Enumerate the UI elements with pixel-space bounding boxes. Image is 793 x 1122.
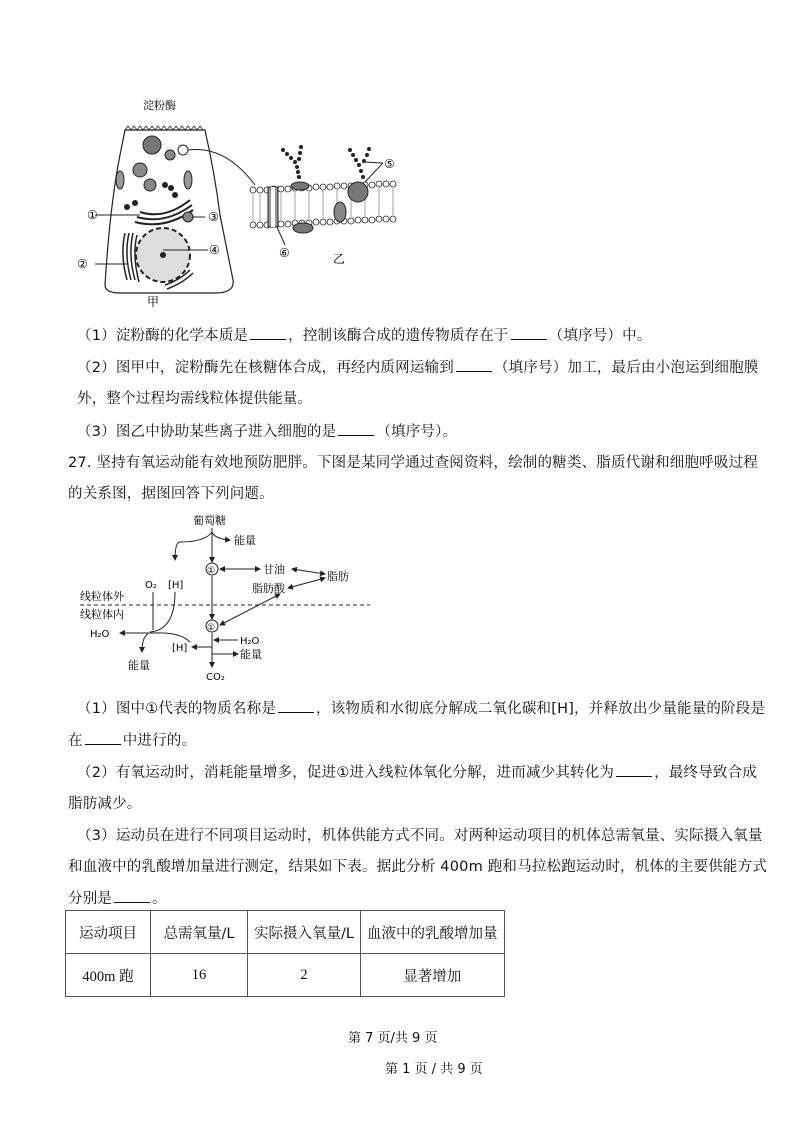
figure-cell-membrane (65, 95, 405, 310)
svg-text:H₂O: H₂O (240, 636, 260, 647)
q27-stem-line1: 27. 坚持有氧运动能有效地预防肥胖。下图是某同学通过查阅资料，绘制的糖类、脂质代谢和细胞呼吸过程 (68, 455, 758, 471)
q26-sub1: （1）淀粉酶的化学本质是 ，控制该酶合成的遗传物质存在于 （填序号）中。 (77, 325, 652, 346)
exercise-data-table (65, 910, 505, 997)
cell-diagram-svg (65, 95, 405, 310)
table-cell: 显著增加 (361, 954, 505, 997)
svg-text:线粒体外: 线粒体外 (80, 590, 124, 603)
answer-blank[interactable] (456, 357, 492, 372)
metabolism-diagram (80, 512, 370, 684)
answer-blank[interactable] (278, 698, 314, 713)
answer-blank[interactable] (616, 762, 652, 777)
marker-2: ② (77, 257, 88, 271)
metabolism-diagram-svg (80, 512, 370, 684)
svg-text:①: ① (207, 623, 216, 633)
svg-text:能量: 能量 (128, 659, 150, 672)
marker-4: ④ (209, 243, 220, 257)
q26-sub2: （2）图甲中，淀粉酶先在核糖体合成，再经内质网运输到 （填序号）加工，最后由小泡运到细胞膜 (77, 357, 759, 378)
table-cell: 2 (248, 954, 361, 997)
marker-5: ⑤ (384, 157, 395, 171)
table-cell: 400m 跑 (66, 954, 151, 997)
q27-sub1-cont: 在 中进行的。 (68, 730, 196, 751)
table-header: 运动项目 (66, 911, 151, 954)
svg-text:O₂: O₂ (145, 580, 157, 591)
caption-yi: 乙 (333, 252, 346, 266)
table-header: 实际摄入氧量/L (248, 911, 361, 954)
marker-6: ⑥ (279, 246, 290, 260)
table-header-row (66, 911, 505, 954)
q27-sub3-line3: 分别是 。 (68, 888, 167, 909)
answer-blank[interactable] (114, 888, 150, 903)
svg-text:H₂O: H₂O (90, 629, 110, 640)
svg-text:脂肪酸: 脂肪酸 (252, 582, 285, 595)
svg-text:线粒体内: 线粒体内 (80, 608, 124, 621)
answer-blank[interactable] (338, 421, 374, 436)
q26-sub3: （3）图乙中协助某些离子进入细胞的是 （填序号）。 (77, 421, 457, 442)
q27-stem-line2: 的关系图，据图回答下列问题。 (68, 486, 274, 502)
page-number-inner: 第 7 页/共 9 页 (348, 1031, 438, 1046)
svg-text:CO₂: CO₂ (206, 672, 225, 683)
marker-3: ③ (208, 210, 219, 224)
q27-sub2-cont: 脂肪减少。 (68, 796, 142, 812)
svg-text:脂肪: 脂肪 (327, 570, 349, 583)
svg-text:[H]: [H] (168, 580, 184, 591)
svg-text:甘油: 甘油 (263, 563, 285, 576)
svg-text:[H]: [H] (172, 643, 188, 654)
table-row (66, 954, 505, 997)
q27-sub3-line2: 和血液中的乳酸增加量进行测定，结果如下表。据此分析 400m 跑和马拉松跑运动时，机体的主要供能方式 (68, 859, 768, 875)
q27-sub2: （2）有氧运动时，消耗能量增多，促进①进入线粒体氧化分解，进而减少其转化为 ，最终导致合成 (77, 762, 757, 783)
q27-sub3-line1: （3）运动员在进行不同项目运动时，机体供能方式不同。对两种运动项目的机体总需氧量、实际摄入氧量 (77, 828, 763, 844)
table-header: 总需氧量/L (151, 911, 248, 954)
glucose-label: 葡萄糖 (193, 514, 226, 527)
answer-blank[interactable] (85, 730, 121, 745)
svg-text:能量: 能量 (234, 534, 256, 547)
marker-1: ① (87, 208, 98, 222)
page-number-outer: 第 1 页 / 共 9 页 (385, 1062, 483, 1077)
q27-sub1: （1）图中①代表的物质名称是 ，该物质和水彻底分解成二氧化碳和[H]，并释放出少量能量的阶段是 (77, 698, 765, 719)
table-cell: 16 (151, 954, 248, 997)
svg-text:①: ① (207, 566, 216, 576)
answer-blank[interactable] (511, 325, 547, 340)
table-header: 血液中的乳酸增加量 (361, 911, 505, 954)
q26-sub2-cont: 外，整个过程均需线粒体提供能量。 (77, 391, 313, 407)
answer-blank[interactable] (250, 325, 286, 340)
caption-jia: 甲 (147, 295, 160, 309)
svg-text:能量: 能量 (240, 648, 262, 661)
amylase-label: 淀粉酶 (143, 99, 176, 112)
